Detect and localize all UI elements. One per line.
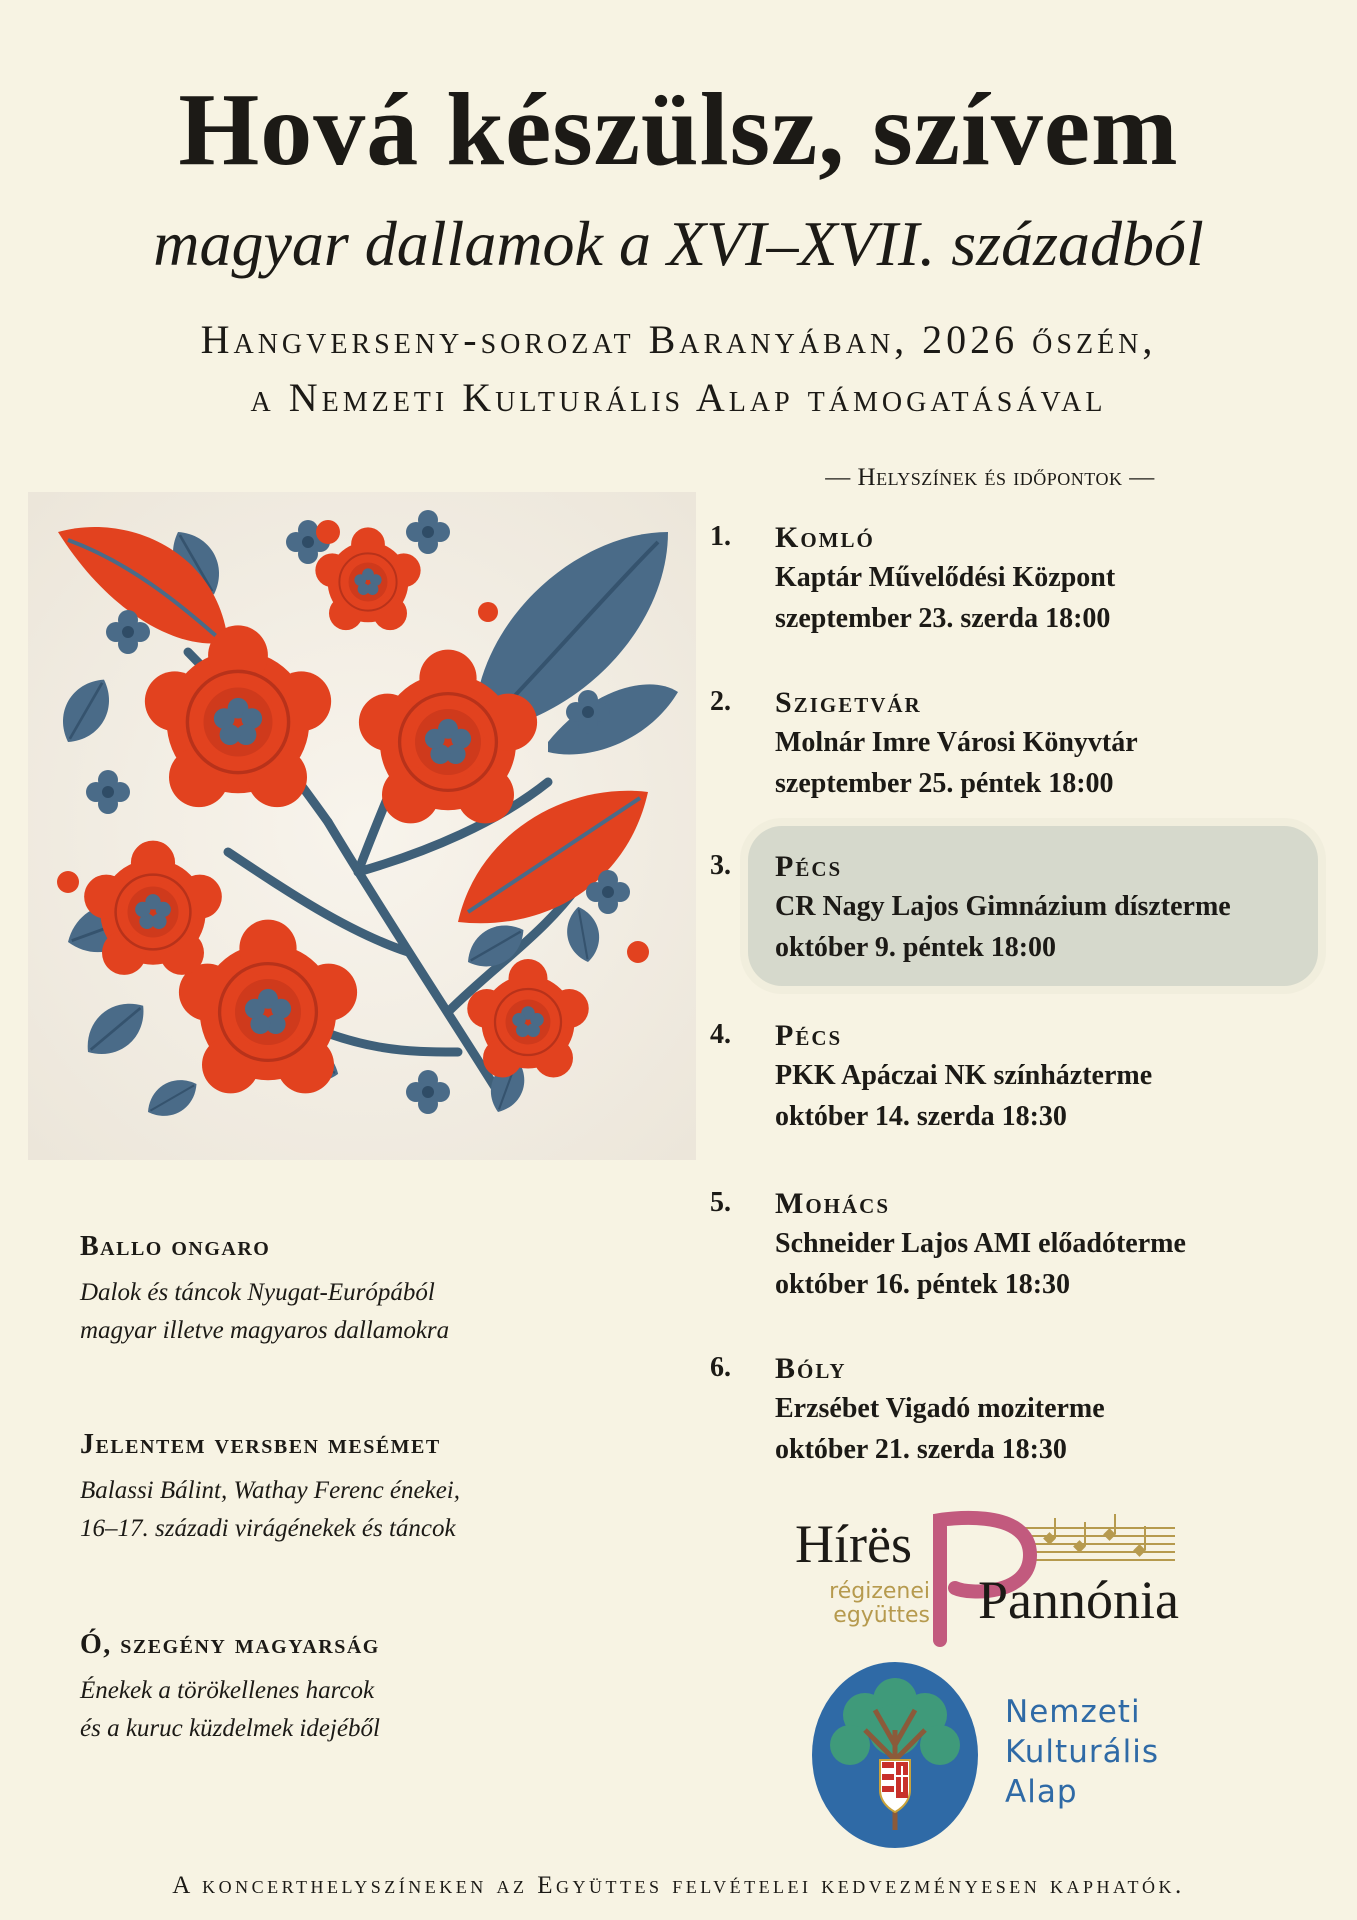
venue-city: Mohács <box>775 1187 890 1220</box>
programme-description: Balassi Bálint, Wathay Ferenc énekei, 16–17. századi virágénekek és táncok <box>80 1477 460 1542</box>
venue-city: Pécs <box>775 1019 843 1052</box>
venue-place: PKK Apáczai NK színházterme <box>775 1060 1153 1091</box>
venue-date: október 21. szerda 18:30 <box>775 1434 1067 1465</box>
series-line-1: Hangverseny-sorozat Baranyában, 2026 őszén, <box>200 317 1157 362</box>
logo-tagline-1: régizenei <box>829 1579 930 1604</box>
venue-number: 6. <box>710 1352 731 1383</box>
venue-city: Pécs <box>775 850 843 883</box>
nka-line-1: Nemzeti <box>1005 1694 1141 1730</box>
venue-place: Molnár Imre Városi Könyvtár <box>775 727 1138 758</box>
venue-city: Komló <box>775 521 875 554</box>
nka-tree-logo <box>810 1660 980 1850</box>
poster-subtitle: magyar dallamok a XVI–XVII. századból <box>153 208 1204 279</box>
venue-date: szeptember 25. péntek 18:00 <box>775 768 1114 799</box>
venue-date: október 16. péntek 18:30 <box>775 1269 1071 1300</box>
nka-line-3: Alap <box>1005 1774 1078 1810</box>
programme-title: Ó, szegény magyarság <box>80 1629 380 1660</box>
footer-note: A koncerthelyszíneken az Együttes felvételei kedvezményesen kaphatók. <box>172 1872 1185 1899</box>
venue-city: Szigetvár <box>775 686 922 719</box>
venue-date: szeptember 23. szerda 18:00 <box>775 603 1111 634</box>
venue-date: október 14. szerda 18:30 <box>775 1101 1067 1132</box>
poster-title: Hová készülsz, szívem <box>178 72 1179 187</box>
programme-1 <box>80 1230 640 1350</box>
programme-description: Énekek a törökellenes harcok és a kuruc küzdelmek idejéből <box>80 1677 380 1742</box>
venue-number: 1. <box>710 521 731 552</box>
series-line-2: a Nemzeti Kulturális Alap támogatásával <box>250 375 1107 420</box>
venue-city: Bóly <box>775 1352 847 1385</box>
nka-logo-text <box>1005 1692 1159 1812</box>
programme-title: Ballo ongaro <box>80 1231 271 1262</box>
logo-word-1: Hírës <box>795 1514 912 1574</box>
nka-line-2: Kulturális <box>1005 1734 1159 1770</box>
venue-number: 2. <box>710 686 731 717</box>
venue-date: október 9. péntek 18:00 <box>775 932 1057 963</box>
venue-number: 5. <box>710 1187 731 1218</box>
programme-description: Dalok és táncok Nyugat-Európából magyar illetve magyaros dallamokra <box>80 1279 450 1344</box>
venue-place: Kaptár Művelődési Központ <box>775 562 1116 593</box>
venue-number: 3. <box>710 850 731 881</box>
venue-place: CR Nagy Lajos Gimnázium díszterme <box>775 891 1231 922</box>
logo-word-2: Pannónia <box>978 1570 1179 1630</box>
logo-tagline-2: együttes <box>833 1603 930 1628</box>
venue-number: 4. <box>710 1019 731 1050</box>
venue-place: Erzsébet Vigadó moziterme <box>775 1393 1105 1424</box>
venues-heading: — Helyszínek és időpontok — <box>825 464 1155 491</box>
programme-2 <box>80 1428 640 1548</box>
venue-place: Schneider Lajos AMI előadóterme <box>775 1228 1186 1259</box>
programme-3 <box>80 1628 640 1748</box>
hires-pannonia-logo <box>790 1500 1190 1650</box>
embroidery-flower-image <box>28 492 696 1160</box>
programme-title: Jelentem versben mesémet <box>80 1429 441 1460</box>
